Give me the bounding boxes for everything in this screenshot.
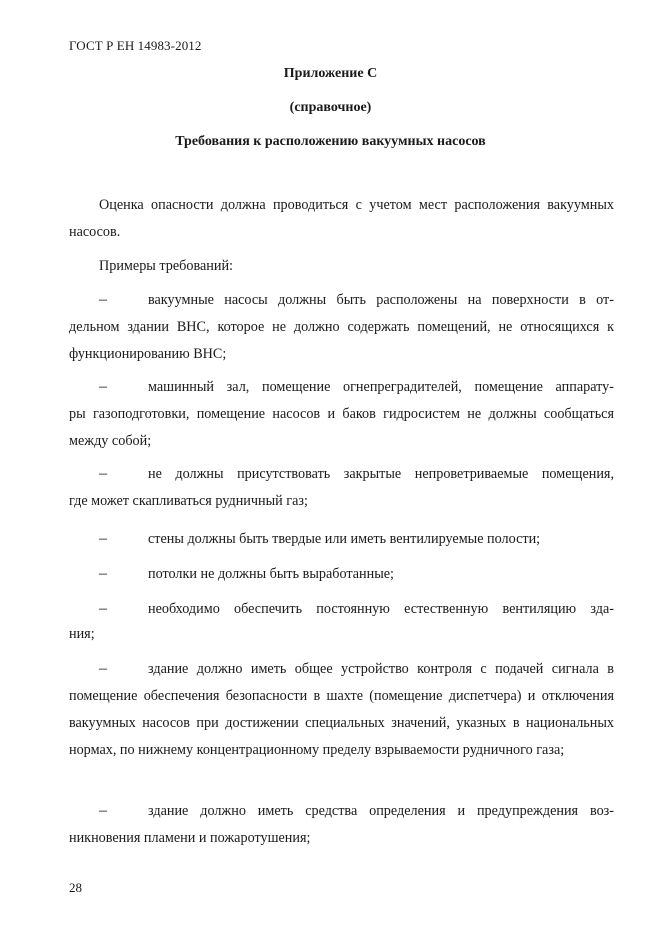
- list-item-continuation: ния;: [69, 626, 95, 642]
- list-dash: –: [99, 565, 107, 582]
- list-dash: –: [99, 530, 107, 547]
- list-item-first-line: не должны присутствовать закрытые непроветриваемые помещения,: [148, 466, 614, 482]
- list-item-first-line: потолки не должны быть выработанные;: [148, 566, 394, 582]
- intro-paragraph: Оценка опасности должна проводиться с учетом мест расположения вакуумных насосов.: [69, 197, 614, 240]
- list-dash: –: [99, 291, 107, 308]
- appendix-status: (справочное): [289, 100, 372, 115]
- list-item-first-line: необходимо обеспечить постоянную естественную вентиляцию зда-: [148, 601, 614, 617]
- list-item-continuation: дельном здании ВНС, которое не должно содержать помещений, не относящихся к функционированию ВНС;: [69, 319, 614, 362]
- standard-header: ГОСТ Р ЕН 14983-2012: [69, 38, 202, 53]
- list-item-continuation: помещение обеспечения безопасности в шахте (помещение диспетчера) и отключения вакуумных насосов при достижении специальных значений, указных в национальных нормах, по нижнему концентрационному пределу взрываемости рудничного газа;: [69, 688, 614, 758]
- list-item-first-line: стены должны быть твердые или иметь вентилируемые полости;: [148, 531, 541, 547]
- list-dash: –: [99, 378, 107, 395]
- appendix-heading: Требования к расположению вакуумных насосов: [175, 134, 486, 149]
- examples-label: Примеры требований:: [99, 258, 233, 274]
- list-item-continuation: где может скапливаться рудничный газ;: [69, 493, 308, 509]
- list-dash: –: [99, 600, 107, 617]
- list-item-first-line: здание должно иметь средства определения и предупреждения воз-: [148, 803, 614, 819]
- list-item-first-line: здание должно иметь общее устройство контроля с подачей сигнала в: [148, 661, 614, 677]
- page-number: 28: [69, 880, 82, 895]
- list-item-first-line: машинный зал, помещение огнепреградителей, помещение аппарату-: [148, 379, 614, 395]
- list-item-continuation: никновения пламени и пожаротушения;: [69, 830, 311, 846]
- list-item-first-line: вакуумные насосы должны быть расположены на поверхности в от-: [148, 292, 614, 308]
- list-dash: –: [99, 465, 107, 482]
- list-dash: –: [99, 802, 107, 819]
- list-dash: –: [99, 660, 107, 677]
- appendix-title: Приложение С: [283, 66, 378, 81]
- list-item-continuation: ры газоподготовки, помещение насосов и баков гидросистем не должны сообщаться между собой;: [69, 406, 614, 449]
